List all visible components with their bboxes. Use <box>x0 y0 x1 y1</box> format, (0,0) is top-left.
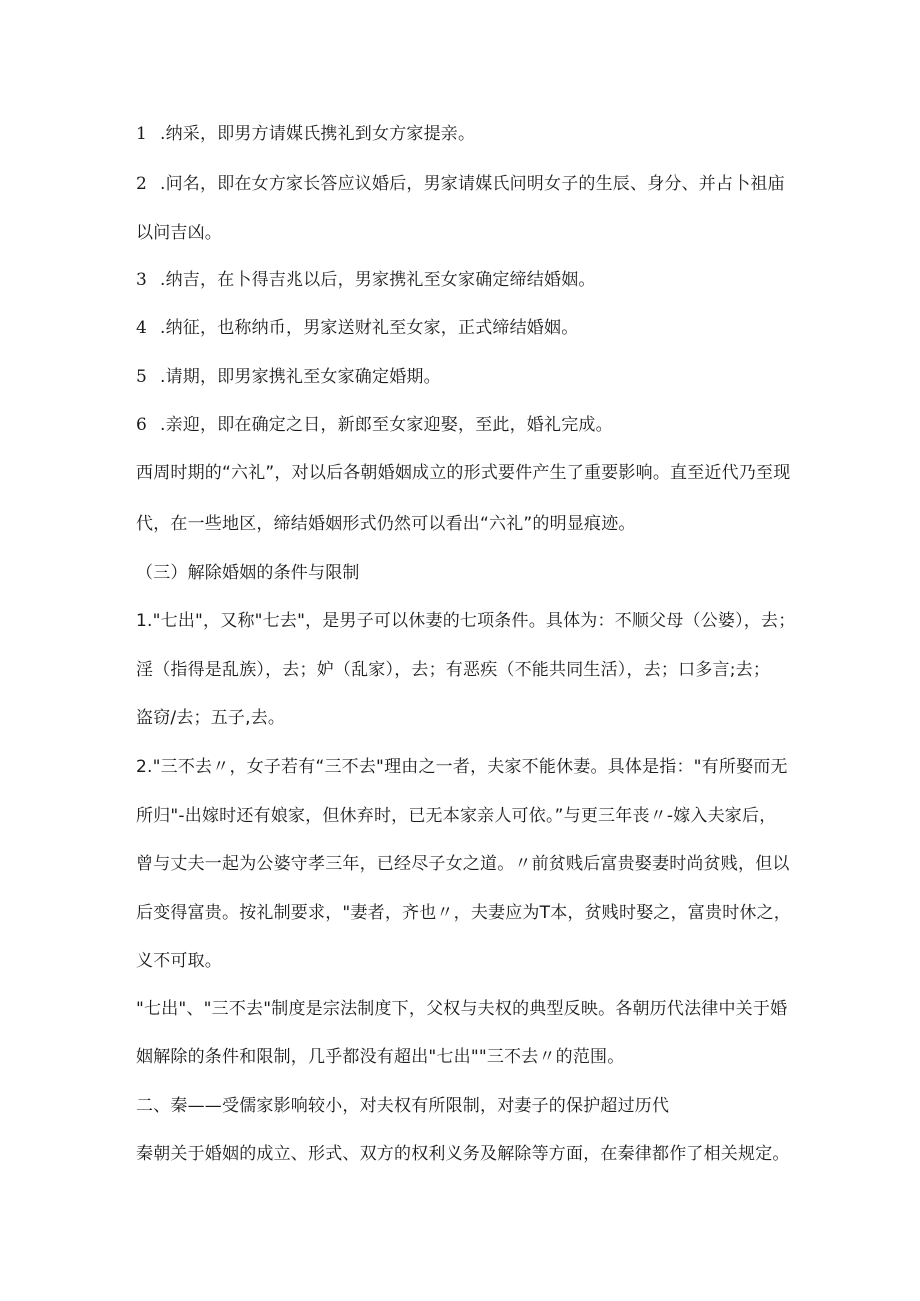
list-item-qingqi <box>136 365 816 389</box>
list-number: 4 <box>136 318 148 338</box>
paragraph-qichu-line: 1."七出"，又称"七去"，是男子可以休妻的七项条件。具体为：不顺父母（公婆），去； <box>136 611 796 631</box>
list-number: 1 <box>136 124 148 144</box>
list-text: .请期，即男家携礼至女家确定婚期。 <box>160 367 441 387</box>
list-number: 5 <box>136 367 148 387</box>
paragraph-liuli-line: 代，在一些地区，缔结婚姻形式仍然可以看出“六礼”的明显痕迹。 <box>136 514 636 534</box>
list-item-naji <box>136 268 816 292</box>
list-item-wenming-continued <box>136 221 816 245</box>
paragraph-qin: 秦朝关于婚姻的成立、形式、双方的权利义务及解除等方面，在秦律都作了相关规定。 <box>136 1144 790 1164</box>
paragraph-summary-line: 姻解除的条件和限制，几乎都没有超出"七出""三不去〃的范围。 <box>136 1047 625 1067</box>
paragraph-sanbuqu-line: 义不可取。 <box>136 951 222 971</box>
paragraph-sanbuqu-line: 2."三不去〃，女子若有“三不去"理由之一者，夫家不能休妻。具体是指："有所娶而无 <box>136 757 788 777</box>
list-number: 6 <box>136 415 148 435</box>
section-heading: （三）解除婚姻的条件与限制 <box>136 563 360 583</box>
section-heading-qin: 二、秦——受儒家影响较小，对夫权有所限制，对妻子的保护超过历代 <box>136 1096 670 1116</box>
list-item-qinying <box>136 413 816 437</box>
paragraph-qichu-line: 盗窃/去；五子,去。 <box>136 708 286 728</box>
list-item-wenming <box>136 172 816 196</box>
list-text: .纳吉，在卜得吉兆以后，男家携礼至女家确定缔结婚姻。 <box>160 270 596 290</box>
list-item-nazheng <box>136 316 816 340</box>
list-number: 2 <box>136 174 148 194</box>
list-text: 以问吉凶。 <box>136 223 222 243</box>
paragraph-sanbuqu-line: 所归"-出嫁时还有娘家，但休弃时，已无本家亲人可依。”与更三年丧〃-嫁入夫家后， <box>136 806 777 826</box>
list-text: .亲迎，即在确定之日，新郎至女家迎娶，至此，婚礼完成。 <box>160 415 613 435</box>
list-text: .问名，即在女方家长答应议婚后，男家请媒氏问明女子的生辰、身分、并占卜祖庙 <box>160 174 785 194</box>
paragraph-liuli-line: 西周时期的“六礼”，对以后各朝婚姻成立的形式要件产生了重要影响。直至近代乃至现 <box>136 463 791 483</box>
list-text: .纳采，即男方请媒氏携礼到女方家提亲。 <box>160 124 476 144</box>
paragraph-sanbuqu-line: 后变得富贵。按礼制要求，"妻者，齐也〃，夫妻应为T本，贫贱时娶之，富贵时休之， <box>136 903 792 923</box>
list-text: .纳征，也称纳币，男家送财礼至女家，正式缔结婚姻。 <box>160 318 579 338</box>
paragraph-sanbuqu-line: 曾与丈夫一起为公婆守孝三年，已经尽子女之道。〃前贫贱后富贵娶妻时尚贫贱，但以 <box>136 854 790 874</box>
paragraph-qichu-line: 淫（指得是乱族），去；妒（乱家），去；有恶疾（不能共同生活），去；口多言;去； <box>136 660 771 680</box>
paragraph-summary-line: "七出"、"三不去"制度是宗法制度下，父权与夫权的典型反映。各朝历代法律中关于婚 <box>136 999 788 1019</box>
list-item-nacai <box>136 122 816 146</box>
list-number: 3 <box>136 270 148 290</box>
